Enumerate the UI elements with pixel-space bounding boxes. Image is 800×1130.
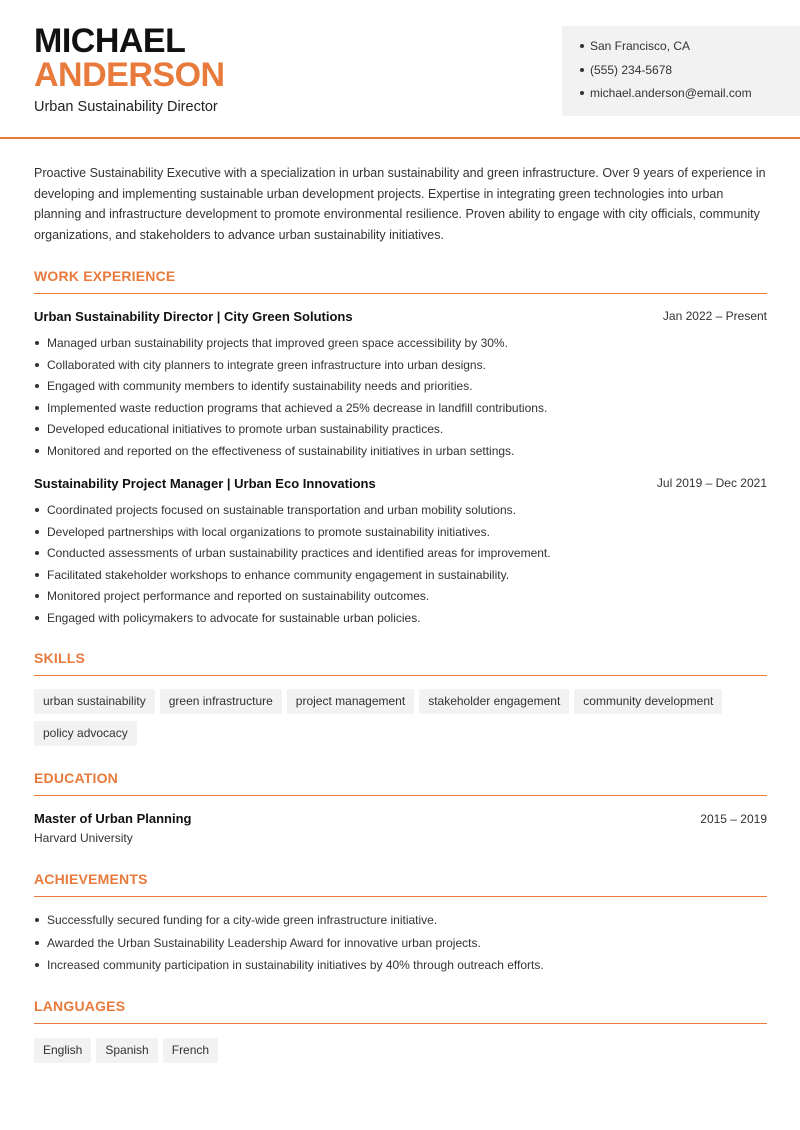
job-role: Urban Sustainability Director | City Green Solutions — [34, 309, 353, 324]
list-item: Developed educational initiatives to promote urban sustainability practices. — [34, 421, 767, 443]
education-heading: EDUCATION — [34, 770, 767, 796]
skills-heading: SKILLS — [34, 650, 767, 676]
list-item: Increased community participation in sustainability initiatives by 40% through outreach efforts. — [34, 957, 767, 980]
education-school: Harvard University — [34, 831, 133, 845]
list-item: Managed urban sustainability projects that improved green space accessibility by 30%. — [34, 335, 767, 357]
list-item: Engaged with community members to identify sustainability needs and priorities. — [34, 378, 767, 400]
summary-paragraph: Proactive Sustainability Executive with a specialization in urban sustainability and green infrastructure. Over 9 years of experience in developing and implementing sustainable urban development projects. Expertise in integrating green technologies into urban planning and infrastructure development to promote environmental resilience. Proven ability to engage with city officials, community organizations, and stakeholders to advance urban sustainability initiatives. — [34, 166, 766, 243]
list-item: Implemented waste reduction programs that achieved a 25% decrease in landfill contributions. — [34, 400, 767, 422]
achievements-list — [34, 912, 767, 980]
contact-phone: (555) 234-5678 — [580, 62, 800, 86]
list-item: Awarded the Urban Sustainability Leadership Award for innovative urban projects. — [34, 935, 767, 958]
job-bullet-list — [34, 502, 767, 631]
list-item: Successfully secured funding for a city-wide green infrastructure initiative. — [34, 912, 767, 935]
job-dates: Jan 2022 – Present — [662, 309, 767, 323]
skills-list — [34, 689, 774, 753]
skill-chip: urban sustainability — [34, 689, 155, 714]
job-dates: Jul 2019 – Dec 2021 — [656, 476, 767, 490]
languages-list — [34, 1038, 774, 1070]
skill-chip: project management — [287, 689, 414, 714]
list-item: Monitored project performance and reported on sustainability outcomes. — [34, 588, 767, 610]
job-title: Urban Sustainability Director — [34, 99, 218, 115]
first-name: MICHAEL — [34, 22, 186, 60]
education-dates: 2015 – 2019 — [700, 812, 767, 826]
list-item: Coordinated projects focused on sustainable transportation and urban mobility solutions. — [34, 502, 767, 524]
achievements-heading: ACHIEVEMENTS — [34, 871, 767, 897]
list-item: Monitored and reported on the effectiveness of sustainability initiatives in urban settings. — [34, 443, 767, 465]
job-bullet-list — [34, 335, 767, 464]
job-role: Sustainability Project Manager | Urban Eco Innovations — [34, 476, 376, 491]
contact-location: San Francisco, CA — [580, 38, 800, 62]
list-item: Conducted assessments of urban sustainability practices and identified areas for improvement. — [34, 545, 767, 567]
language-chip: English — [34, 1038, 91, 1063]
list-item: Facilitated stakeholder workshops to enhance community engagement in sustainability. — [34, 567, 767, 589]
contact-email: michael.anderson@email.com — [580, 85, 800, 109]
work-experience-heading: WORK EXPERIENCE — [34, 268, 767, 294]
skill-chip: green infrastructure — [160, 689, 282, 714]
last-name: ANDERSON — [34, 56, 225, 94]
skill-chip: community development — [574, 689, 722, 714]
resume-header — [0, 0, 800, 139]
job-header — [34, 476, 767, 494]
language-chip: French — [163, 1038, 218, 1063]
language-chip: Spanish — [96, 1038, 157, 1063]
list-item: Developed partnerships with local organizations to promote sustainability initiatives. — [34, 524, 767, 546]
list-item: Engaged with policymakers to advocate for sustainable urban policies. — [34, 610, 767, 632]
contact-box — [562, 26, 800, 116]
languages-heading: LANGUAGES — [34, 998, 767, 1024]
skill-chip: policy advocacy — [34, 721, 137, 746]
list-item: Collaborated with city planners to integrate green infrastructure into urban designs. — [34, 357, 767, 379]
skill-chip: stakeholder engagement — [419, 689, 569, 714]
job-header — [34, 309, 767, 327]
education-degree: Master of Urban Planning — [34, 811, 192, 826]
